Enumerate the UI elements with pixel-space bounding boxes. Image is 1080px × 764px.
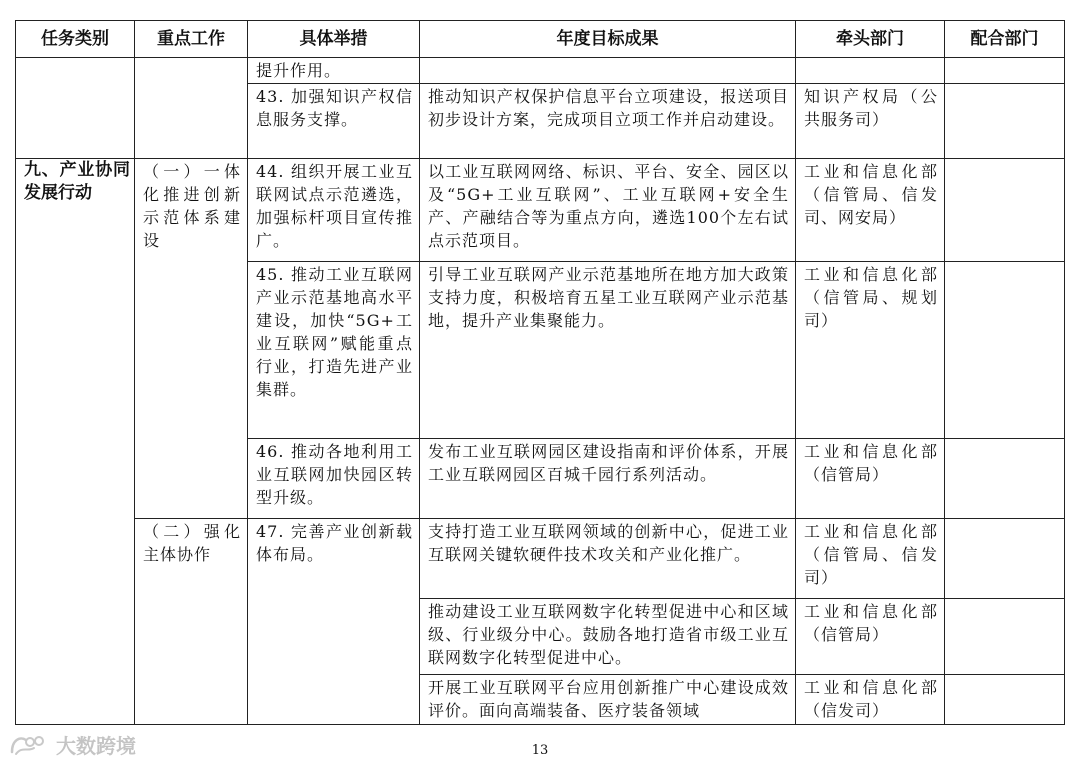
lead-text: 工业和信息化部（信管局、规划司）	[804, 265, 938, 330]
lead-text: 知识产权局（公共服务司）	[804, 87, 938, 129]
measure-cell	[248, 84, 420, 159]
action-plan-table	[15, 20, 1065, 725]
lead-cell	[796, 58, 945, 84]
coop-cell	[945, 599, 1065, 675]
header-task-category: 任务类别	[16, 21, 135, 58]
key-work-cell	[135, 159, 248, 519]
table-row	[16, 159, 1065, 262]
goal-text: 以工业互联网网络、标识、平台、安全、园区以及“5G+工业互联网”、工业互联网+安全生产、产融结合等为重点方向，遴选100个左右试点示范项目。	[428, 162, 789, 250]
goal-cell	[420, 58, 796, 84]
goal-cell	[420, 599, 796, 675]
lead-cell	[796, 519, 945, 599]
lead-cell	[796, 439, 945, 519]
key-work-cell	[135, 519, 248, 725]
coop-text	[945, 262, 1064, 263]
watermark-text: 大数跨境	[56, 734, 136, 758]
header-lead-department: 牵头部门	[796, 21, 945, 58]
coop-cell	[945, 84, 1065, 159]
header-annual-goals: 年度目标成果	[420, 21, 796, 58]
lead-text: 工业和信息化部（信管局、信发司）	[804, 522, 938, 587]
goal-text: 支持打造工业互联网领域的创新中心，促进工业互联网关键软硬件技术攻关和产业化推广。	[428, 522, 789, 564]
coop-cell	[945, 519, 1065, 599]
goal-cell	[420, 439, 796, 519]
header-key-work: 重点工作	[135, 21, 248, 58]
page-number: 13	[531, 743, 549, 758]
goal-cell	[420, 519, 796, 599]
coop-text	[945, 159, 1064, 160]
goal-text	[420, 58, 795, 59]
coop-cell	[945, 159, 1065, 262]
measure-text: 46. 推动各地利用工业互联网加快园区转型升级。	[256, 442, 413, 507]
measure-text: 45. 推动工业互联网产业示范基地高水平建设，加快“5G+工业互联网”赋能重点行业，打造先进产业集群。	[256, 265, 413, 399]
coop-text	[945, 84, 1064, 85]
goal-cell	[420, 84, 796, 159]
coop-text	[945, 675, 1064, 676]
coop-text	[945, 599, 1064, 600]
goal-cell	[420, 159, 796, 262]
key-work-label: （一）一体化推进创新示范体系建设	[143, 162, 241, 250]
category-label: 九、产业协同发展行动	[24, 160, 130, 203]
coop-text	[945, 58, 1064, 59]
coop-cell	[945, 439, 1065, 519]
measure-text: 44. 组织开展工业互联网试点示范遴选，加强标杆项目宣传推广。	[256, 162, 413, 250]
coop-text	[945, 439, 1064, 440]
measure-cell	[248, 262, 420, 439]
goal-text: 发布工业互联网园区建设指南和评价体系，开展工业互联网园区百城千园行系列活动。	[428, 442, 789, 484]
goal-cell	[420, 262, 796, 439]
lead-text: 工业和信息化部（信管局、信发司、网安局）	[804, 162, 938, 227]
coop-cell	[945, 675, 1065, 725]
table-row	[16, 58, 1065, 84]
table-row	[16, 519, 1065, 599]
header-specific-measures: 具体举措	[248, 21, 420, 58]
lead-cell	[796, 675, 945, 725]
goal-text: 引导工业互联网产业示范基地所在地方加大政策支持力度，积极培育五星工业互联网产业示范基地，提升产业集聚能力。	[428, 265, 789, 330]
category-cell-empty	[16, 58, 135, 159]
coop-cell	[945, 262, 1065, 439]
lead-text: 工业和信息化部（信管局）	[804, 602, 938, 644]
goal-text: 推动建设工业互联网数字化转型促进中心和区域级、行业级分中心。鼓励各地打造省市级工业互联网数字化转型促进中心。	[428, 602, 789, 667]
category-cell	[16, 159, 135, 725]
measure-cell	[248, 58, 420, 84]
header-cooperating-department: 配合部门	[945, 21, 1065, 58]
measure-cell	[248, 519, 420, 725]
goal-cell	[420, 675, 796, 725]
key-work-label: （二）强化主体协作	[143, 522, 241, 564]
lead-text: 工业和信息化部（信管局）	[804, 442, 938, 484]
measure-cell	[248, 439, 420, 519]
key-work-cell-empty	[135, 58, 248, 159]
measure-text: 47. 完善产业创新载体布局。	[256, 522, 413, 564]
coop-cell	[945, 58, 1065, 84]
coop-text	[945, 519, 1064, 520]
lead-text	[796, 58, 944, 59]
lead-cell	[796, 262, 945, 439]
table-header-row	[16, 21, 1065, 58]
measure-text: 43. 加强知识产权信息服务支撑。	[256, 87, 413, 129]
goal-text: 推动知识产权保护信息平台立项建设，报送项目初步设计方案，完成项目立项工作并启动建设。	[428, 87, 789, 129]
lead-cell	[796, 599, 945, 675]
measure-text: 提升作用。	[256, 61, 342, 80]
lead-cell	[796, 84, 945, 159]
goal-text: 开展工业互联网平台应用创新推广中心建设成效评价。面向高端装备、医疗装备领域	[428, 678, 789, 720]
measure-cell	[248, 159, 420, 262]
lead-text: 工业和信息化部（信发司）	[804, 678, 938, 720]
lead-cell	[796, 159, 945, 262]
